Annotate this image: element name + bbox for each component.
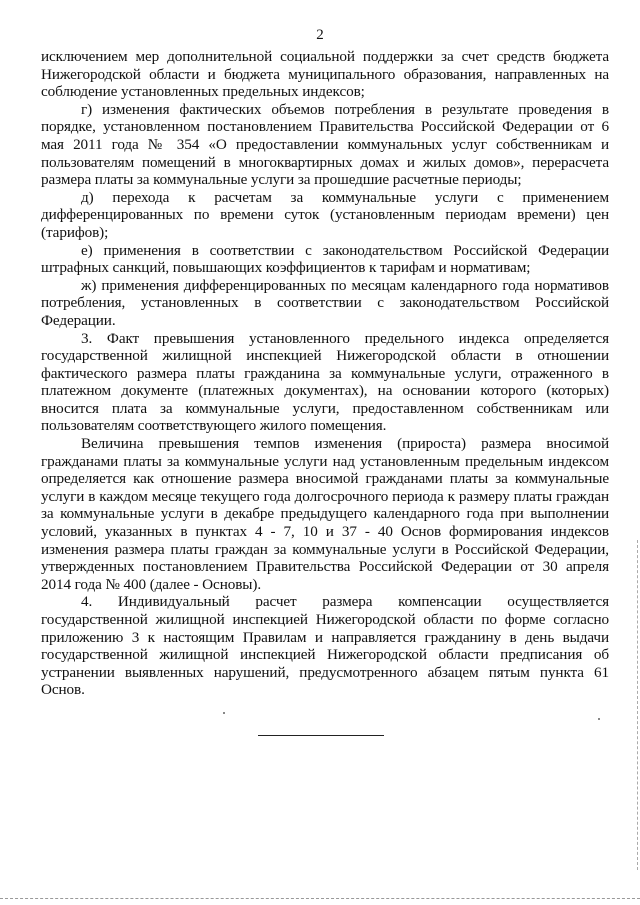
- scan-speck: [598, 718, 600, 720]
- paragraph-continuation: исключением мер дополнительной социальной поддержки за счет средств бюджета Нижегородской области и бюджета муниципального образования, направленных на соблюдение установленных предельных индексов;: [41, 48, 609, 101]
- closing-separator-line: [258, 735, 384, 736]
- paragraph-item-e: е) применения в соответствии с законодательством Российской Федерации штрафных санкций, повышающих коэффициентов к тарифам и нормативам;: [41, 241, 609, 277]
- paragraph-item-zh: ж) применения дифференцированных по месяцам календарного года нормативов потребления, установленных в соответствии с законодательством Российской Федерации.: [41, 276, 609, 329]
- paragraph-item-d: д) перехода к расчетам за коммунальные услуги с применением дифференцированных по времени суток (установленным периодам времени) цен (тарифов);: [41, 188, 609, 241]
- paragraph-clause-4: 4. Индивидуальный расчет размера компенсации осуществляется государственной жилищной инспекцией Нижегородской области по форме согласно приложению 3 к настоящим Правилам и направляется гражданину в день выдачи государственной жилищной инспекцией Нижегородской области предписания об устранении выявленных нарушений, предусмотренного абзацем пятым пункта 61 Основ.: [41, 593, 609, 699]
- scan-speck: [223, 712, 225, 714]
- scan-edge-line: [636, 540, 638, 870]
- page-number: 2: [316, 27, 324, 43]
- paragraph-item-g: г) изменения фактических объемов потребления в результате проведения в порядке, установленном постановлением Правительства Российской Федерации от 6 мая 2011 года № 354 «О предоставлении коммунальных услуг собственникам и пользователям помещений в многоквартирных домах и жилых домов», перерасчета размера платы за коммунальные услуги за прошедшие расчетные периоды;: [41, 100, 609, 189]
- paragraph-excess-value: Величина превышения темпов изменения (прироста) размера вносимой гражданами платы за коммунальные услуги над установленным предельным индексом определяется как отношение размера вносимой гражданами платы за коммунальные услуги в каждом месяце текущего года долгосрочного периода к размеру платы граждан за коммунальные услуги в декабре предыдущего календарного года при выполнении условий, указанных в пунктах 4 - 7, 10 и 37 - 40 Основ формирования индексов изменения размера платы граждан за коммунальные услуги в Российской Федерации, утвержденных постановлением Правительства Российской Федерации от 30 апреля 2014 года № 400 (далее - Основы).: [41, 435, 609, 593]
- document-body: [41, 48, 609, 699]
- scan-bottom-edge: [0, 898, 640, 899]
- paragraph-clause-3: 3. Факт превышения установленного предельного индекса определяется государственной жилищной инспекцией Нижегородской области в отношении фактического размера платы гражданина за коммунальные услуги, отраженного в платежном документе (платежных документах), на основании которого (которых) вносится плата за коммунальные услуги, предоставленном собственникам или пользователям соответствующего жилого помещения.: [41, 329, 609, 435]
